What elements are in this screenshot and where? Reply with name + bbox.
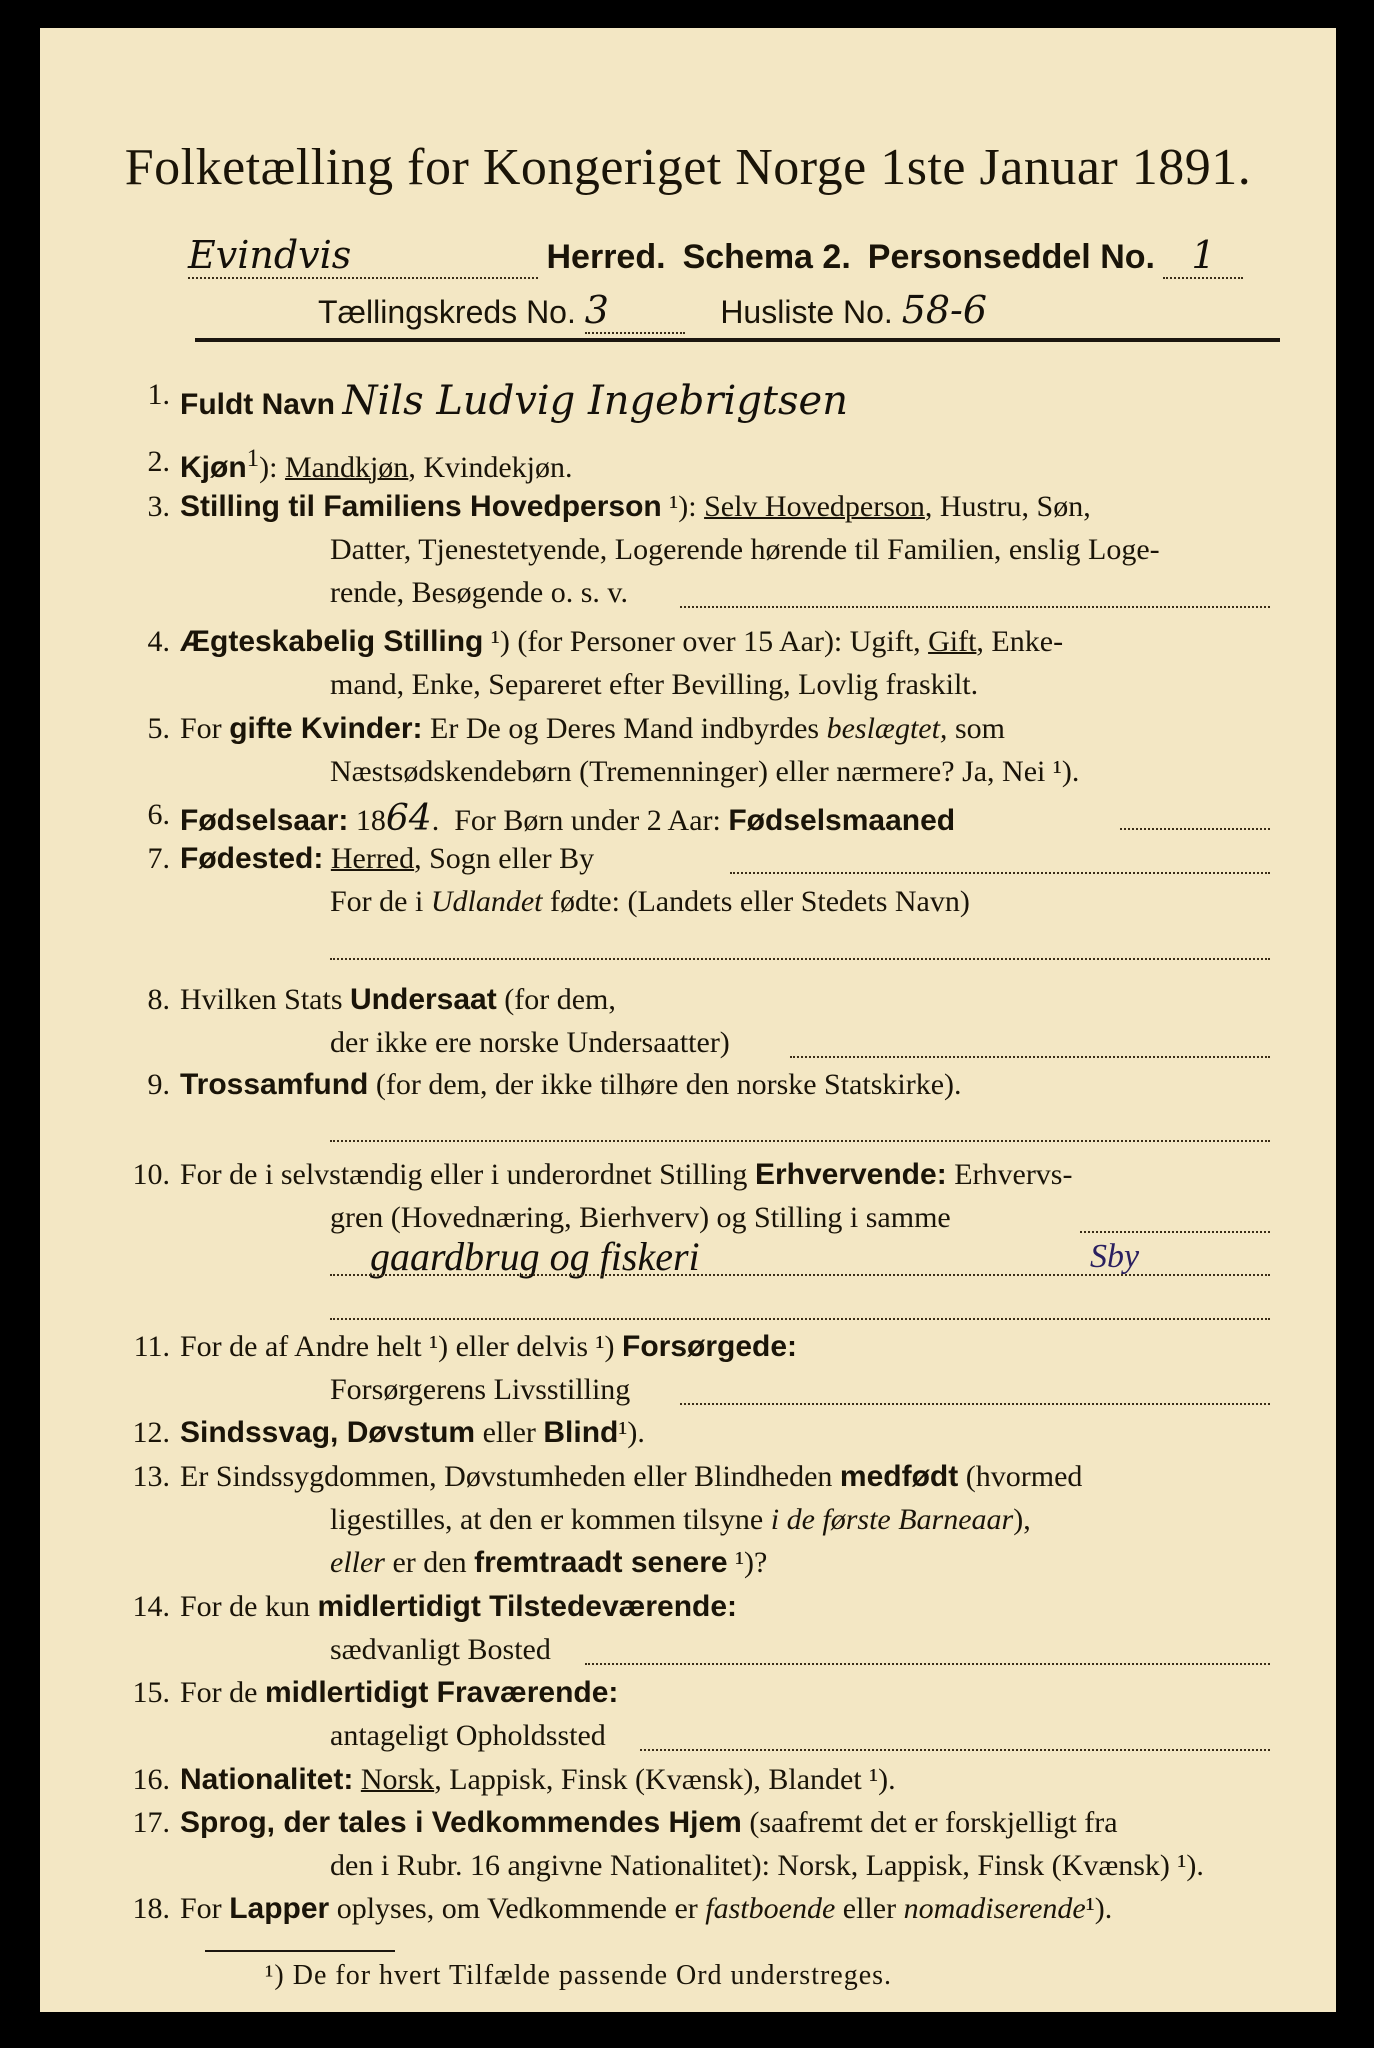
full-name-label: Fuldt Navn — [180, 388, 335, 421]
header-rule — [195, 338, 1280, 342]
occupation-value: gaardbrug og fiskeri — [370, 1234, 700, 1279]
kreds-value: 3 — [585, 288, 685, 334]
item-14: 14. For de kun midlertidigt Tilstedeværende: — [132, 1590, 738, 1623]
item-16: 16. Nationalitet: Norsk, Lappisk, Finsk (Kvænsk), Blandet ¹). — [132, 1763, 896, 1796]
item-8: 8. Hvilken Stats Undersaat (for dem, — [147, 983, 616, 1016]
marital-selected: Gift — [928, 625, 977, 658]
schema-label: Schema 2. — [682, 238, 851, 276]
item-1: 1. Fuldt Navn Nils Ludvig Ingebrigtsen — [147, 378, 848, 424]
item-12: 12. Sindssvag, Døvstum eller Blind¹). — [132, 1416, 645, 1449]
family-position-selected: Selv Hovedperson — [704, 490, 925, 523]
item-5: 5. For gifte Kvinder: Er De og Deres Mand indbyrdes beslægtet, som — [147, 712, 1005, 745]
nationality-selected: Norsk — [360, 1763, 435, 1796]
item-17: 17. Sprog, der tales i Vedkommendes Hjem (saafremt det er forskjelligt fra — [132, 1806, 1118, 1839]
item-7: 7. Fødested: Herred, Sogn eller By — [147, 842, 595, 875]
herred-value: Evindvis — [188, 233, 538, 279]
item-18: 18. For Lapper oplyses, om Vedkommende er fastboende eller nomadiserende¹). — [132, 1892, 1113, 1925]
census-form: Folketælling for Kongeriget Norge 1ste Januar 1891. Evindvis Herred. Schema 2. Personseddel No. 1 Tællingskreds No. 3 Husliste No. 58-6 1. Fuldt Navn Nils Ludvig Ingebrigtsen 2. Kjøn$^1$): Mandkjøn, Kvindekjøn. 3. Stilling til Familiens Hovedperson ¹): Selv Hovedperson, Hustru, Søn, Datter, Tjenestetyende, Logerende hørende til Familien, enslig Loge- rende, Besøgende o. s. v. 4. Ægteskabelig Stilling ¹) (for Personer over 15 Aar): Ugift, Gift, Enke- mand, Enke, Separeret efter Bevilling, Lovlig fraskilt. 5. For gifte Kvinder: Er De og Deres Mand indbyrdes beslægtet, som Næstsødskendebørn (Tremenninger) eller nærmere? Ja, Nei ¹). 6. Fødselsaar: 1864. For Børn under 2 Aar: Fødselsmaaned 7. Fødested: Herred, Sogn eller By For de i Udlandet fødte: (Landets eller Stedets Navn) 8. Hvilken Stats Undersaat (for dem, der ikke ere norske Undersaatter) 9. Trossamfund (for dem, der ikke tilhøre den norske Statskirke). 10. For de i selvstændig eller i underordnet Stilling Erhvervende: Erhvervs- gren (Hovednæring, Bierhverv) og Stilling i samme gaardbrug og fiskeri Sby 11. For de af Andre helt ¹) eller delvis ¹) Forsørgede: Forsørgerens Livsstilling 12. Sindssvag, Døvstum eller Blind¹). 13. Er Sindssygdommen, Døvstumheden eller Blindheden medfødt (hvormed ligestilles, at den er kommen tilsyne i de første Barneaar), eller er den fremtraadt senere ¹)? 14. For de kun midlertidigt Tilstedeværende: sædvanligt Bosted 15. For de midlertidigt Fraværende: antageligt Opholdssted 16. Nationalitet: Norsk, Lappisk, Finsk (Kvænsk), Blandet ¹). 17. Sprog, der tales i Vedkommendes Hjem (saafremt det er forskjelligt fra den i Rubr. 16 angivne Nationalitet): Norsk, Lappisk, Finsk (Kvænsk) ¹). 18. For Lapper oplyses, om Vedkommende er fastboende eller nomadiserende¹). ¹) De for hvert Tilfælde passende Ord understreges. — [40, 28, 1336, 2012]
item-9: 9. Trossamfund (for dem, der ikke tilhøre den norske Statskirke). — [147, 1068, 962, 1101]
full-name-value: Nils Ludvig Ingebrigtsen — [342, 378, 848, 424]
herred-label: Herred. — [546, 238, 666, 276]
footnote-rule — [205, 1950, 395, 1952]
item-15: 15. For de midlertidigt Fraværende: — [132, 1676, 619, 1709]
personseddel-label: Personseddel No. — [867, 238, 1155, 276]
item-3: 3. Stilling til Familiens Hovedperson ¹): Selv Hovedperson, Hustru, Søn, — [147, 490, 1091, 523]
footnote: ¹) De for hvert Tilfælde passende Ord understreges. — [265, 1960, 893, 1991]
kreds-line — [318, 288, 987, 334]
item-13: 13. Er Sindssygdommen, Døvstumheden eller Blindheden medfødt (hvormed — [132, 1460, 1083, 1493]
sex-selected: Mandkjøn — [284, 451, 409, 484]
form-title: Folketælling for Kongeriget Norge 1ste Januar 1891. — [124, 139, 1252, 196]
occupation-code: Sby — [1090, 1238, 1140, 1275]
birth-year-value: 64 — [385, 798, 432, 839]
item-10: 10. For de i selvstændig eller i underordnet Stilling Erhvervende: Erhvervs- — [132, 1158, 1073, 1191]
item-2: 2. Kjøn$^1$): Mandkjøn, Kvindekjøn. — [147, 445, 573, 484]
item-4: 4. Ægteskabelig Stilling ¹) (for Personer over 15 Aar): Ugift, Gift, Enke- — [147, 625, 1064, 658]
birthplace-selected: Herred — [330, 842, 415, 875]
item-11: 11. For de af Andre helt ¹) eller delvis ¹) Forsørgede: — [133, 1330, 798, 1363]
herred-line — [188, 233, 1243, 279]
husliste-label: Husliste No. — [720, 294, 893, 330]
personseddel-value: 1 — [1163, 233, 1243, 279]
kreds-label: Tællingskreds No. — [318, 294, 576, 330]
item-6: 6. Fødselsaar: 1864. For Børn under 2 Aar: Fødselsmaaned — [147, 798, 956, 839]
husliste-value: 58-6 — [901, 288, 988, 332]
